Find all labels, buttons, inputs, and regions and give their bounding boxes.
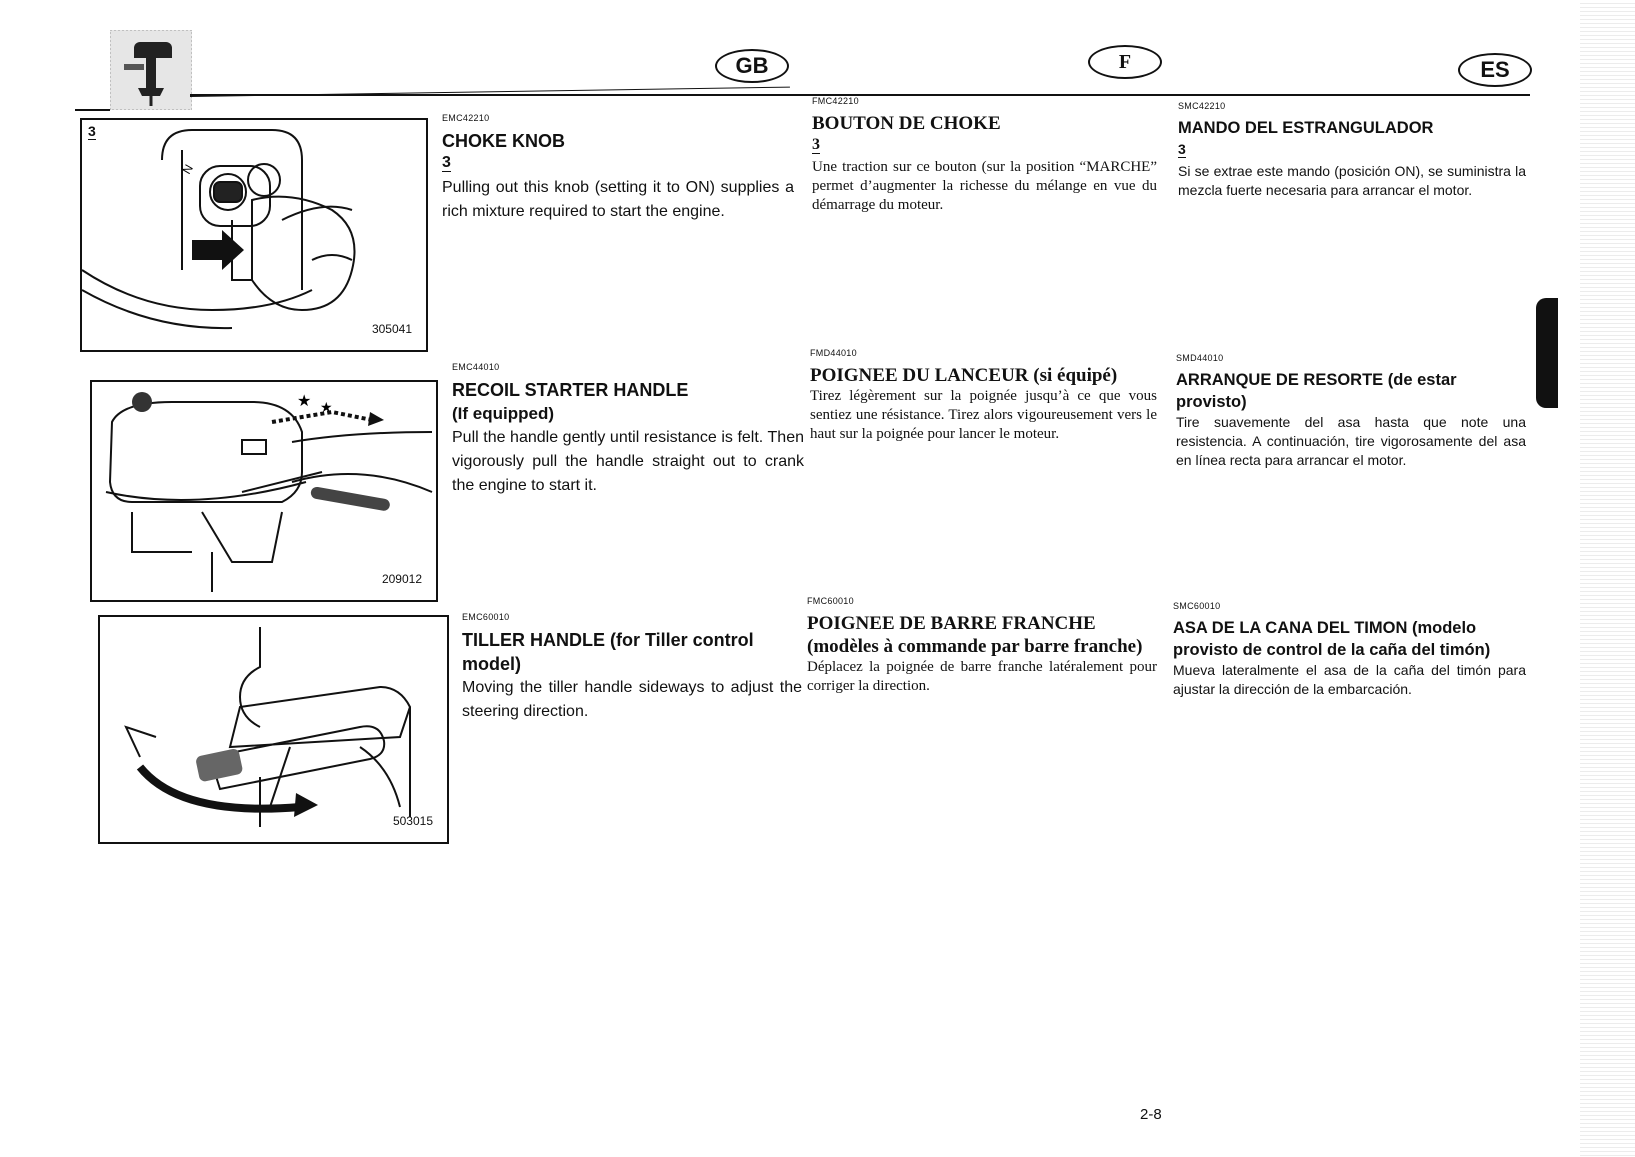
- figure-number: 209012: [381, 572, 422, 586]
- svg-text:★: ★: [297, 391, 312, 410]
- section-title: POIGNEE DU LANCEUR (si équipé): [810, 365, 1118, 386]
- section-body: Pulling out this knob (setting it to ON) supplies a rich mixture required to start the engine.: [442, 179, 794, 220]
- recoil-starter-illustration-icon: [92, 382, 436, 600]
- section-code: SMC42210: [1178, 101, 1226, 111]
- language-badge-es: ES: [1458, 53, 1532, 87]
- section-code: EMC60010: [462, 612, 510, 622]
- page-number: 2-8: [1140, 1106, 1162, 1123]
- section-title: TILLER HANDLE (for Tiller control model): [462, 630, 754, 674]
- section-body: Mueva lateralmente el asa de la caña del timón para ajustar la dirección de la embarcación.: [1173, 662, 1526, 697]
- figure-ref: 3: [1178, 141, 1186, 157]
- section-code: FMC60010: [807, 596, 854, 606]
- section-title: POIGNEE DE BARRE FRANCHE (modèles à commande par barre franche): [807, 613, 1143, 657]
- figure-tiller-handle: [98, 615, 449, 844]
- figure-ref: 3: [442, 154, 451, 171]
- section-code: EMC44010: [452, 362, 500, 372]
- svg-text:N: N: [179, 161, 196, 177]
- figure-tag: 3: [88, 123, 96, 139]
- fr-section-recoil: [810, 348, 1157, 444]
- fr-section-choke: [812, 96, 1157, 215]
- figure-number: 305041: [371, 322, 412, 336]
- section-title: CHOKE KNOB: [442, 131, 566, 151]
- figure-number: 503015: [392, 814, 433, 828]
- section-body: Si se extrae este mando (posición ON), se suministra la mezcla fuerte necesaria para arrancar el motor.: [1178, 163, 1526, 198]
- section-title: BOUTON DE CHOKE: [812, 113, 1001, 134]
- section-code: EMC42210: [442, 113, 490, 123]
- fr-section-tiller: [807, 596, 1157, 696]
- es-section-recoil: [1176, 353, 1526, 470]
- language-badge-f: F: [1088, 45, 1162, 79]
- section-body: Déplacez la poignée de barre franche latéralement pour corriger la direction.: [807, 659, 1157, 694]
- section-subtitle: (If equipped): [452, 404, 554, 423]
- chapter-tab-marker: [1536, 298, 1558, 408]
- section-body: Moving the tiller handle sideways to adjust the steering direction.: [462, 679, 802, 720]
- language-badge-gb: GB: [715, 49, 789, 83]
- tiller-handle-illustration-icon: [100, 617, 447, 842]
- section-code: FMD44010: [810, 348, 857, 358]
- es-section-choke: [1178, 101, 1526, 200]
- section-code: FMC42210: [812, 96, 859, 106]
- header-rule-left: [75, 109, 110, 111]
- figure-ref: 3: [812, 136, 820, 153]
- section-title: RECOIL STARTER HANDLE: [452, 380, 689, 400]
- section-code: SMC60010: [1173, 601, 1221, 611]
- figure-choke-knob: [80, 118, 428, 352]
- section-body: Tire suavemente del asa hasta que note una resistencia. A continuación, tire vigorosamente del asa en línea recta para arrancar el motor.: [1176, 414, 1526, 468]
- figure-recoil-starter: [90, 380, 438, 602]
- scan-edge-texture: [1580, 0, 1635, 1157]
- outboard-motor-logo-icon: [110, 30, 192, 110]
- section-body: Tirez légèrement sur la poignée jusqu’à ce que vous sentiez une résistance. Tirez alors vigoureusement vers le haut sur la poignée pour lancer le moteur.: [810, 388, 1157, 442]
- choke-knob-illustration-icon: [82, 120, 426, 350]
- section-title: ARRANQUE DE RESORTE (de estar provisto): [1176, 371, 1457, 411]
- gb-section-recoil: [452, 362, 804, 498]
- es-section-tiller: [1173, 601, 1526, 699]
- gb-section-tiller: [462, 612, 802, 724]
- section-body: Pull the handle gently until resistance is felt. Then vigorously pull the handle straight out to crank the engine to start it.: [452, 429, 804, 494]
- svg-text:★: ★: [320, 400, 333, 416]
- section-title: MANDO DEL ESTRANGULADOR: [1178, 119, 1434, 137]
- gb-section-choke: [442, 113, 794, 224]
- section-code: SMD44010: [1176, 353, 1224, 363]
- section-body: Une traction sur ce bouton (sur la position “MARCHE” permet d’augmenter la richesse du mélange en vue du démarrage du moteur.: [812, 159, 1157, 213]
- section-title: ASA DE LA CANA DEL TIMON (modelo provisto de control de la caña del timón): [1173, 619, 1491, 659]
